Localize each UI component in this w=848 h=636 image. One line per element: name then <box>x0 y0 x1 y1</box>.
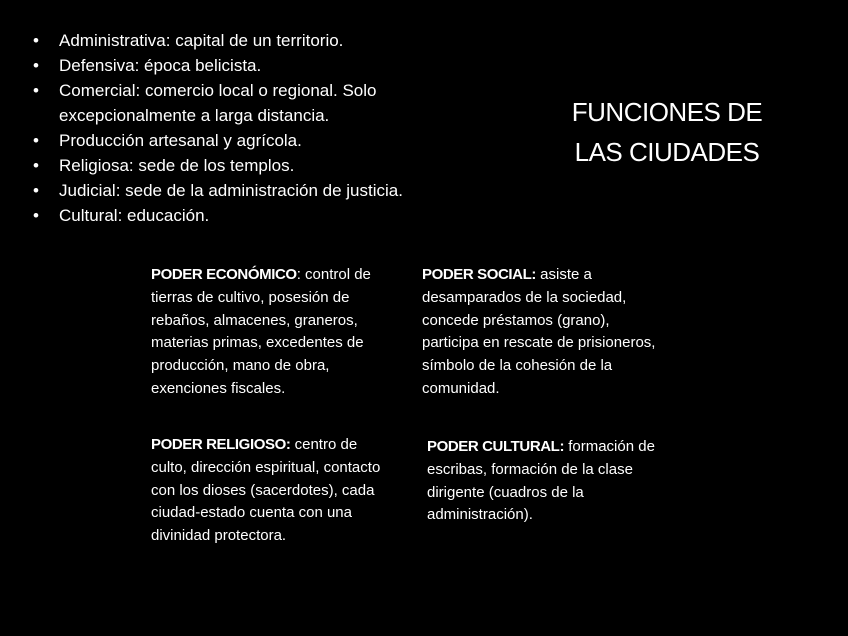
bullet-item <box>30 203 480 228</box>
bullet-item <box>30 128 480 153</box>
slide-title-line-2: LAS CIUDADES <box>574 137 760 167</box>
bullet-item <box>30 153 480 178</box>
bullet-text: Producción artesanal y agrícola. <box>59 131 302 150</box>
poder-religioso-heading: PODER RELIGIOSO: <box>151 436 291 453</box>
poder-religioso-text: centro de culto, dirección espiritual, contacto con los dioses (sacerdotes), cada ciudad-estado cuenta con una divinidad protectora. <box>151 436 381 545</box>
bullet-dot-icon: • <box>33 181 39 200</box>
bullet-text: Comercial: comercio local o regional. Solo excepcionalmente a larga distancia. <box>59 81 377 125</box>
poder-economico-block <box>151 264 401 401</box>
bullet-dot-icon: • <box>33 156 39 175</box>
bullet-text: Judicial: sede de la administración de justicia. <box>59 181 403 200</box>
bullet-text: Cultural: educación. <box>59 206 210 225</box>
bullet-text: Religiosa: sede de los templos. <box>59 156 295 175</box>
bullet-item <box>30 28 480 53</box>
bullet-dot-icon: • <box>33 131 39 150</box>
bullet-item <box>30 178 480 203</box>
bullet-text: Defensiva: época belicista. <box>59 56 262 75</box>
functions-bullet-list <box>30 28 480 228</box>
poder-cultural-text: formación de escribas, formación de la clase dirigente (cuadros de la administración). <box>427 438 655 524</box>
poder-social-heading: PODER SOCIAL: <box>422 266 536 283</box>
poder-social-text: asiste a desamparados de la sociedad, concede préstamos (grano), participa en rescate de prisioneros, símbolo de la cohesión de la comunidad. <box>422 266 656 397</box>
poder-religioso-block <box>151 434 391 548</box>
poder-cultural-heading: PODER CULTURAL: <box>427 438 565 455</box>
poder-cultural-block <box>427 436 667 527</box>
bullet-dot-icon: • <box>33 56 39 75</box>
poder-economico-heading: PODER ECONÓMICO <box>151 266 297 283</box>
slide-title-line-1: FUNCIONES DE <box>571 97 763 127</box>
bullet-dot-icon: • <box>33 31 39 50</box>
bullet-item <box>30 78 480 128</box>
bullet-dot-icon: • <box>33 81 39 100</box>
bullet-dot-icon: • <box>33 206 39 225</box>
poder-economico-text: : control de tierras de cultivo, posesión de rebaños, almacenes, graneros, materias primas, excedentes de producción, mano de obra, exenciones fiscales. <box>151 266 371 397</box>
bullet-text: Administrativa: capital de un territorio. <box>59 31 344 50</box>
poder-social-block <box>422 264 662 401</box>
bullet-item <box>30 53 480 78</box>
slide-title <box>540 92 794 172</box>
